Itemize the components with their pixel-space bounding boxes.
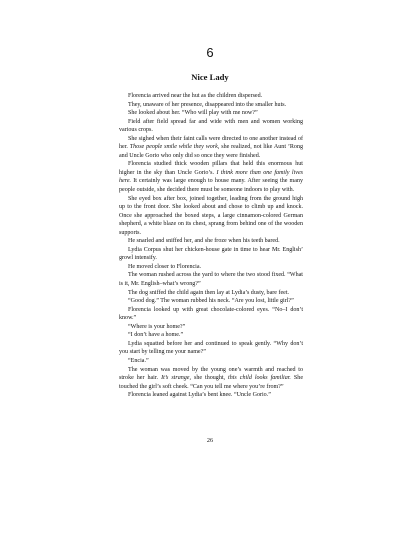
paragraph	[119, 271, 303, 288]
text-run: She eyed box after box, joined together, leading from the ground high up to the front door. She looked about and chose to climb up and knock. Once she approached the boxed steps, a large cinnamon-colored German shepherd, a white blaze on its chest, sprang from behind one of the wooden supports.	[119, 195, 303, 236]
text-run: “Where is your home?”	[128, 323, 186, 330]
text-run: The woman was moved by the young one’s warmth and reached to stroke her hair.	[119, 366, 303, 382]
text-run: The woman rushed across the yard to where the two stood fixed. “What is it, Mr. English–what’s wrong?”	[119, 272, 303, 288]
paragraph	[119, 263, 303, 272]
text-run: she thought,	[191, 375, 229, 382]
italic-text-run: Those people smile while they work,	[129, 144, 220, 151]
text-run: “Good dog.” The woman rubbed his neck. “Are you lost, little girl?”	[128, 298, 294, 305]
paragraph	[119, 246, 303, 263]
text-run: “Encia.”	[128, 357, 149, 364]
chapter-title: Nice Lady	[191, 72, 229, 82]
text-run: “I don’t have a home.”	[128, 332, 184, 339]
text-run: She touched the girl’s soft cheek. “Can you tell me where you’re from?”	[119, 375, 303, 390]
paragraph	[119, 357, 303, 366]
text-run: Florencia studied thick wooden pillars that held this enormous hut higher in the sky than Uncle Gorio’s.	[119, 161, 303, 176]
text-run: Florencia leaned against Lydia’s bent knee. “Uncle Gorio.”	[128, 392, 271, 399]
paragraph	[119, 160, 303, 194]
page-number: 26	[206, 437, 214, 444]
paragraph	[119, 289, 303, 298]
paragraph	[119, 297, 303, 306]
text-run: He snarled and sniffed her, and she froze when his teeth bared.	[128, 238, 280, 245]
paragraph	[119, 331, 303, 340]
paragraph	[119, 306, 303, 323]
paragraph	[119, 101, 303, 110]
paragraph	[119, 92, 303, 101]
italic-text-run: It’s strange,	[161, 375, 191, 382]
text-run: The dog sniffed the child again then lay at Lydia’s dusty, bare feet.	[128, 289, 290, 296]
paragraph	[119, 366, 303, 392]
text-run: It certainly was large enough to house many. After seeing the many people outside, she decided there must be someone indoors to play with.	[119, 178, 303, 194]
chapter-number: 6	[206, 45, 214, 60]
text-run: She looked about her. “Who will play with me now?”	[128, 110, 258, 117]
paragraph	[119, 340, 303, 357]
chapter-body	[119, 92, 303, 400]
text-run: Lydia Corpus shut her chicken-house gate in time to hear Mr. English’ growl intensify.	[119, 246, 303, 262]
text-run: He moved closer to Florencia.	[128, 263, 202, 270]
text-run: She sighed when their faint calls were directed to one another instead of her.	[119, 135, 303, 151]
paragraph	[119, 109, 303, 118]
text-run: Florencia looked up with great chocolate-colored eyes. “No–I don’t know.”	[119, 306, 303, 322]
italic-text-run: I think more than one family lives here.	[119, 169, 303, 185]
text-run: Florencia arrived near the hut as the children dispersed.	[128, 93, 263, 99]
italic-text-run: this child looks familiar.	[228, 375, 291, 382]
text-run: They, unaware of her presence, disappeared into the smaller huts.	[128, 101, 287, 108]
paragraph	[119, 323, 303, 332]
text-run: Lydia squatted before her and continued to speak gently. “Why don’t you start by telling me your name?”	[119, 340, 303, 356]
text-run: she realized, not like Aunt ’Rong and Uncle Gorio who only did so once they were finished.	[119, 144, 304, 159]
text-run: Field after field spread far and wide with men and women working various crops.	[119, 118, 303, 134]
paragraph	[119, 195, 303, 238]
paragraph	[119, 118, 303, 135]
paragraph	[119, 135, 303, 161]
paragraph	[119, 237, 303, 246]
paragraph	[119, 391, 303, 400]
